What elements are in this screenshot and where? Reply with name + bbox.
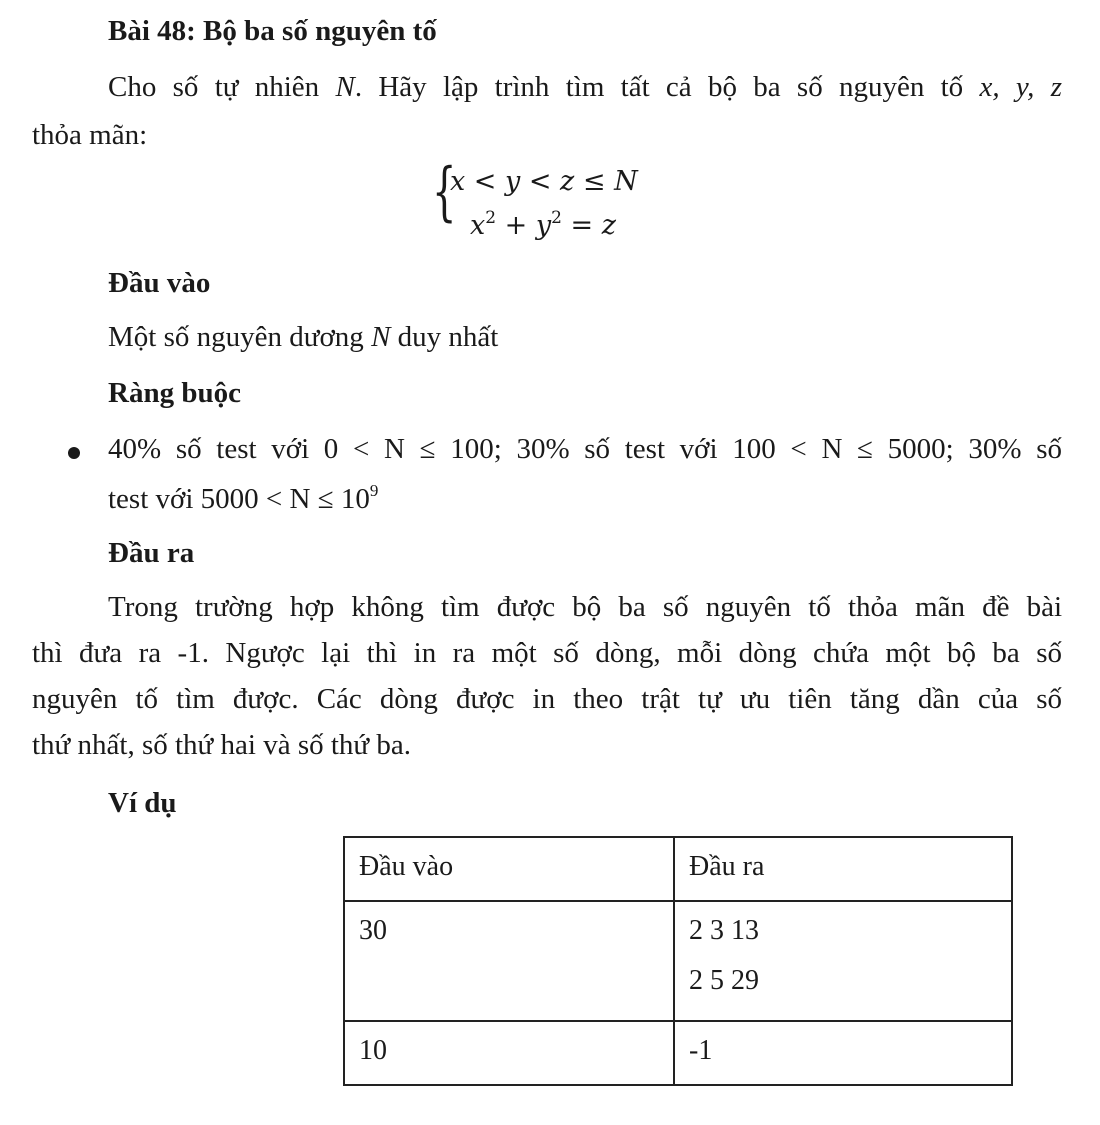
problem-title: Bài 48: Bộ ba số nguyên tố xyxy=(108,15,437,47)
example-table xyxy=(343,836,1013,1086)
output-heading: Đầu ra xyxy=(108,537,195,569)
intro-line-1: Cho số tự nhiên N. Hãy lập trình tìm tất cả bộ ba số nguyên tố x, y, z xyxy=(108,71,1062,103)
bullet-icon xyxy=(68,447,80,459)
output-line: 2 3 13 xyxy=(689,915,759,946)
output-line-2: thì đưa ra -1. Ngược lại thì in ra một số dòng, mỗi dòng chứa một bộ ba số xyxy=(32,637,1062,669)
row-1-output xyxy=(674,901,1012,1021)
output-line-3: nguyên tố tìm được. Các dòng được in theo trật tự ưu tiên tăng dần của số xyxy=(32,683,1062,715)
row-2-input: 10 xyxy=(344,1021,674,1085)
header-output: Đầu ra xyxy=(674,837,1012,901)
row-2-output xyxy=(674,1021,1012,1085)
output-line-4: thứ nhất, số thứ hai và số thứ ba. xyxy=(32,729,411,761)
equation-2: $x^2 + y^2 = z$ xyxy=(470,208,616,241)
equation-system xyxy=(432,155,672,246)
header-input: Đầu vào xyxy=(344,837,674,901)
table-row xyxy=(344,1021,1012,1085)
input-heading: Đầu vào xyxy=(108,267,211,299)
output-line-1: Trong trường hợp không tìm được bộ ba số nguyên tố thỏa mãn đề bài xyxy=(108,591,1062,623)
example-heading: Ví dụ xyxy=(108,787,177,819)
row-1-input: 30 xyxy=(344,901,674,1021)
intro-line-2: thỏa mãn: xyxy=(32,119,148,151)
table-header-row xyxy=(344,837,1012,901)
left-brace: { xyxy=(432,155,457,229)
equation-1: x < y < z ≤ N xyxy=(450,166,638,197)
constraints-line-2: test với $5000 < N \le 10^9$ xyxy=(108,481,379,515)
table-row xyxy=(344,901,1012,1021)
input-description: Một số nguyên dương N duy nhất xyxy=(108,321,499,353)
constraints-heading: Ràng buộc xyxy=(108,377,241,409)
output-line: -1 xyxy=(689,1035,713,1066)
constraints-line-1: 40% số test với 0 < N ≤ 100; 30% số test với 100 < N ≤ 5000; 30% số xyxy=(108,433,1062,465)
output-line: 2 5 29 xyxy=(689,964,759,996)
